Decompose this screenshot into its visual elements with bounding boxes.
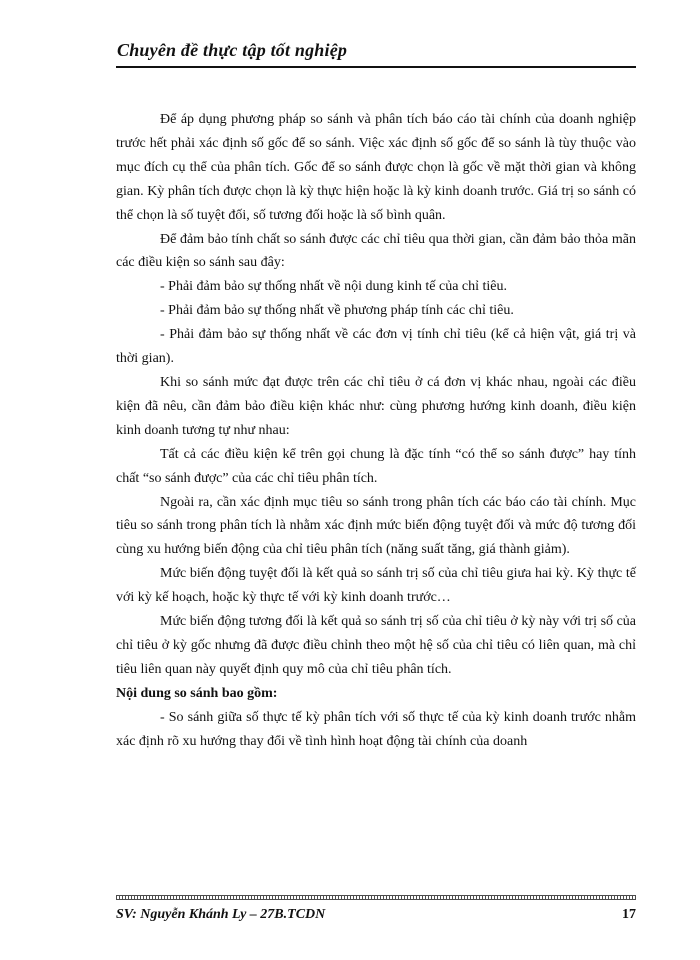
page-header-title: Chuyên đề thực tập tốt nghiệp <box>117 40 348 60</box>
section-subheading: Nội dung so sánh bao gồm: <box>116 685 278 701</box>
header-divider <box>116 66 636 68</box>
paragraph-relative-change: Mức biến động tương đối là kết quả so sánh trị số của chỉ tiêu ở kỳ này với trị số của chỉ tiêu ở kỳ gốc nhưng đã được điều chỉnh theo một hệ số của chỉ tiêu có liên quan, mà chỉ tiêu liên quan này quyết định quy mô của chỉ tiêu phân tích. <box>116 614 636 677</box>
paragraph-comparability: Tất cả các điều kiện kể trên gọi chung là đặc tính “có thể so sánh được” hay tính chất “so sánh được” của các chỉ tiêu phân tích. <box>116 446 636 486</box>
condition-calculation-method: - Phải đảm bảo sự thống nhất về phương pháp tính các chỉ tiêu. <box>160 303 514 319</box>
comparison-content-item: - So sánh giữa số thực tế kỳ phân tích với số thực tế của kỳ kinh doanh trước nhằm xác định rõ xu hướng thay đổi về tình hình hoạt động tài chính của doanh <box>116 709 636 749</box>
condition-economic-content: - Phải đảm bảo sự thống nhất về nội dung kinh tế của chỉ tiêu. <box>160 279 508 295</box>
page-number: 17 <box>622 907 636 922</box>
paragraph-comparison-goal: Ngoài ra, cần xác định mục tiêu so sánh trong phân tích các báo cáo tài chính. Mục tiêu so sánh trong phân tích là nhằm xác định mức biến động tuyệt đối và mức độ tương đối cùng xu hướng biến động của chỉ tiêu phân tích (năng suất tăng, giá thành giảm). <box>116 494 636 558</box>
paragraph-comparison-conditions: Để đảm bảo tính chất so sánh được các chỉ tiêu qua thời gian, cần đảm bảo thỏa mãn các điều kiện so sánh sau đây: <box>116 231 636 271</box>
paragraph-absolute-change: Mức biến động tuyệt đối là kết quả so sánh trị số của chỉ tiêu giưa hai kỳ. Kỳ thực tế với kỳ kế hoạch, hoặc kỳ thực tế với kỳ kinh doanh trước… <box>116 566 636 606</box>
paragraph-comparison-basis: Để áp dụng phương pháp so sánh và phân tích báo cáo tài chính của doanh nghiệp trước hết phải xác định số gốc để so sánh. Việc xác định số gốc để so sánh là tùy thuộc vào mục đích cụ thể của phân tích. Gốc để so sánh được chọn là gốc về mặt thời gian và không gian. Kỳ phân tích được chọn là kỳ thực hiện hoặc là kỳ kinh doanh trước. Giá trị so sánh có thể chọn là số tuyệt đối, số tương đối hoặc là số bình quân. <box>116 112 636 223</box>
footer-author: SV: Nguyễn Khánh Ly – 27B.TCDN <box>116 907 326 922</box>
condition-units: - Phải đảm bảo sự thống nhất về các đơn vị tính chỉ tiêu (kể cả hiện vật, giá trị và thời gian). <box>116 327 636 367</box>
paragraph-other-units: Khi so sánh mức đạt được trên các chỉ tiêu ở cá đơn vị khác nhau, ngoài các điều kiện đã nêu, cần đảm bảo điều kiện khác như: cùng phương hướng kinh doanh, điều kiện kinh doanh tương tự như nhau: <box>116 374 636 438</box>
document-body <box>116 108 636 753</box>
footer-divider <box>116 895 636 900</box>
